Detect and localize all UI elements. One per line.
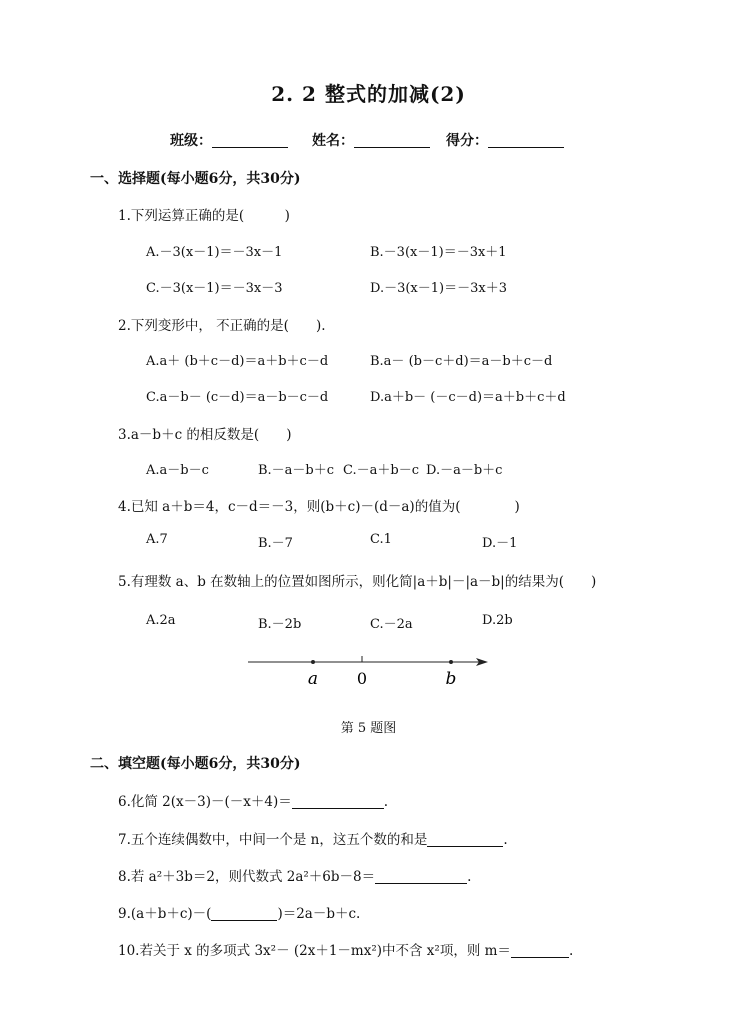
q7-answer-blank <box>427 832 503 847</box>
q6-answer-blank <box>292 794 384 809</box>
origin-label: 0 <box>356 669 368 688</box>
q6-before: 6.化简 2(x－3)－(－x＋4)＝ <box>118 794 292 810</box>
q3-stem: 3.a－b＋c 的相反数是( ) <box>118 427 292 443</box>
q1-option-a: A.－3(x－1)＝－3x－1 <box>146 245 283 260</box>
figure-caption: 第 5 题图 <box>340 721 397 736</box>
q9-answer-blank <box>211 906 277 921</box>
q1-option-c: C.－3(x－1)＝－3x－3 <box>146 281 283 296</box>
number-line-figure <box>240 648 500 692</box>
q7 <box>118 828 508 848</box>
point-a-label: a <box>307 669 319 689</box>
q4-option-d: D.－1 <box>482 536 518 551</box>
q10-before: 10.若关于 x 的多项式 3x²－ (2x＋1－mx²)中不含 x²项，则 m＝ <box>118 943 511 959</box>
q5-option-b: B.－2b <box>258 617 302 632</box>
score-label: 得分： <box>446 133 488 149</box>
q2-option-c: C.a－b－ (c－d)＝a－b－c－d <box>146 390 329 405</box>
q8-answer-blank <box>375 869 467 884</box>
page-title: 2. 2 整式的加减(2) <box>271 82 466 106</box>
q7-before: 7.五个连续偶数中，中间一个是 n，这五个数的和是 <box>118 832 428 848</box>
q2-option-b: B.a－ (b－c＋d)＝a－b＋c－d <box>370 354 553 369</box>
q2-stem: 2.下列变形中， 不正确的是( ). <box>118 318 326 334</box>
q10 <box>118 939 573 959</box>
q2-option-d: D.a＋b－ (－c－d)＝a＋b＋c＋d <box>370 390 566 405</box>
q4-option-a: A.7 <box>146 532 168 547</box>
score-blank <box>488 133 564 148</box>
point-b-marker <box>449 660 453 664</box>
q5-stem-after: 的结果为( ) <box>504 574 597 590</box>
point-b-label: b <box>445 669 457 689</box>
q3-option-a: A.a－b－c <box>146 463 209 478</box>
section2-heading: 二、填空题(每小题6分，共30分) <box>90 756 301 772</box>
point-a-marker <box>311 660 315 664</box>
q9-after: )＝2a－b＋c. <box>277 906 361 922</box>
q4-option-c: C.1 <box>370 532 392 547</box>
q4-stem: 4.已知 a＋b＝4，c－d＝－3，则(b＋c)－(d－a)的值为( ) <box>118 499 520 515</box>
q9-before: 9.(a＋b＋c)－( <box>118 906 212 922</box>
q8 <box>118 865 471 885</box>
q5-stem-before: 5.有理数 a、b 在数轴上的位置如图所示，则化简 <box>118 574 413 590</box>
q5-option-d: D.2b <box>482 613 513 628</box>
class-blank <box>212 133 288 148</box>
q10-answer-blank <box>511 943 569 958</box>
q1-option-d: D.－3(x－1)＝－3x＋3 <box>370 281 507 296</box>
q3-option-c: C.－a＋b－c <box>343 463 419 478</box>
q9 <box>118 902 360 922</box>
q5-option-a: A.2a <box>146 613 176 628</box>
name-blank <box>354 133 430 148</box>
q4-option-b: B.－7 <box>258 536 293 551</box>
q5-stem-expr: |a＋b|－|a－b| <box>412 574 505 590</box>
q5-option-c: C.－2a <box>370 617 413 632</box>
q7-after: . <box>503 832 508 848</box>
class-label: 班级： <box>170 133 212 149</box>
q10-after: . <box>568 943 574 959</box>
q8-before: 8.若 a²＋3b＝2，则代数式 2a²＋6b－8＝ <box>118 869 376 885</box>
section1-heading: 一、选择题(每小题6分，共30分) <box>90 171 301 187</box>
q5-stem <box>118 570 596 590</box>
score-field <box>446 130 564 150</box>
q3-option-d: D.－a－b＋c <box>426 463 503 478</box>
name-field <box>312 130 430 150</box>
q2-option-a: A.a＋ (b＋c－d)＝a＋b＋c－d <box>146 354 329 369</box>
q3-option-b: B.－a－b＋c <box>258 463 335 478</box>
q1-stem: 1.下列运算正确的是( ) <box>118 208 290 224</box>
q1-option-b: B.－3(x－1)＝－3x＋1 <box>370 245 507 260</box>
q6 <box>118 790 388 810</box>
class-field <box>170 130 288 150</box>
name-label: 姓名： <box>312 133 354 149</box>
q8-after: . <box>467 869 472 885</box>
q6-after: . <box>383 794 389 810</box>
